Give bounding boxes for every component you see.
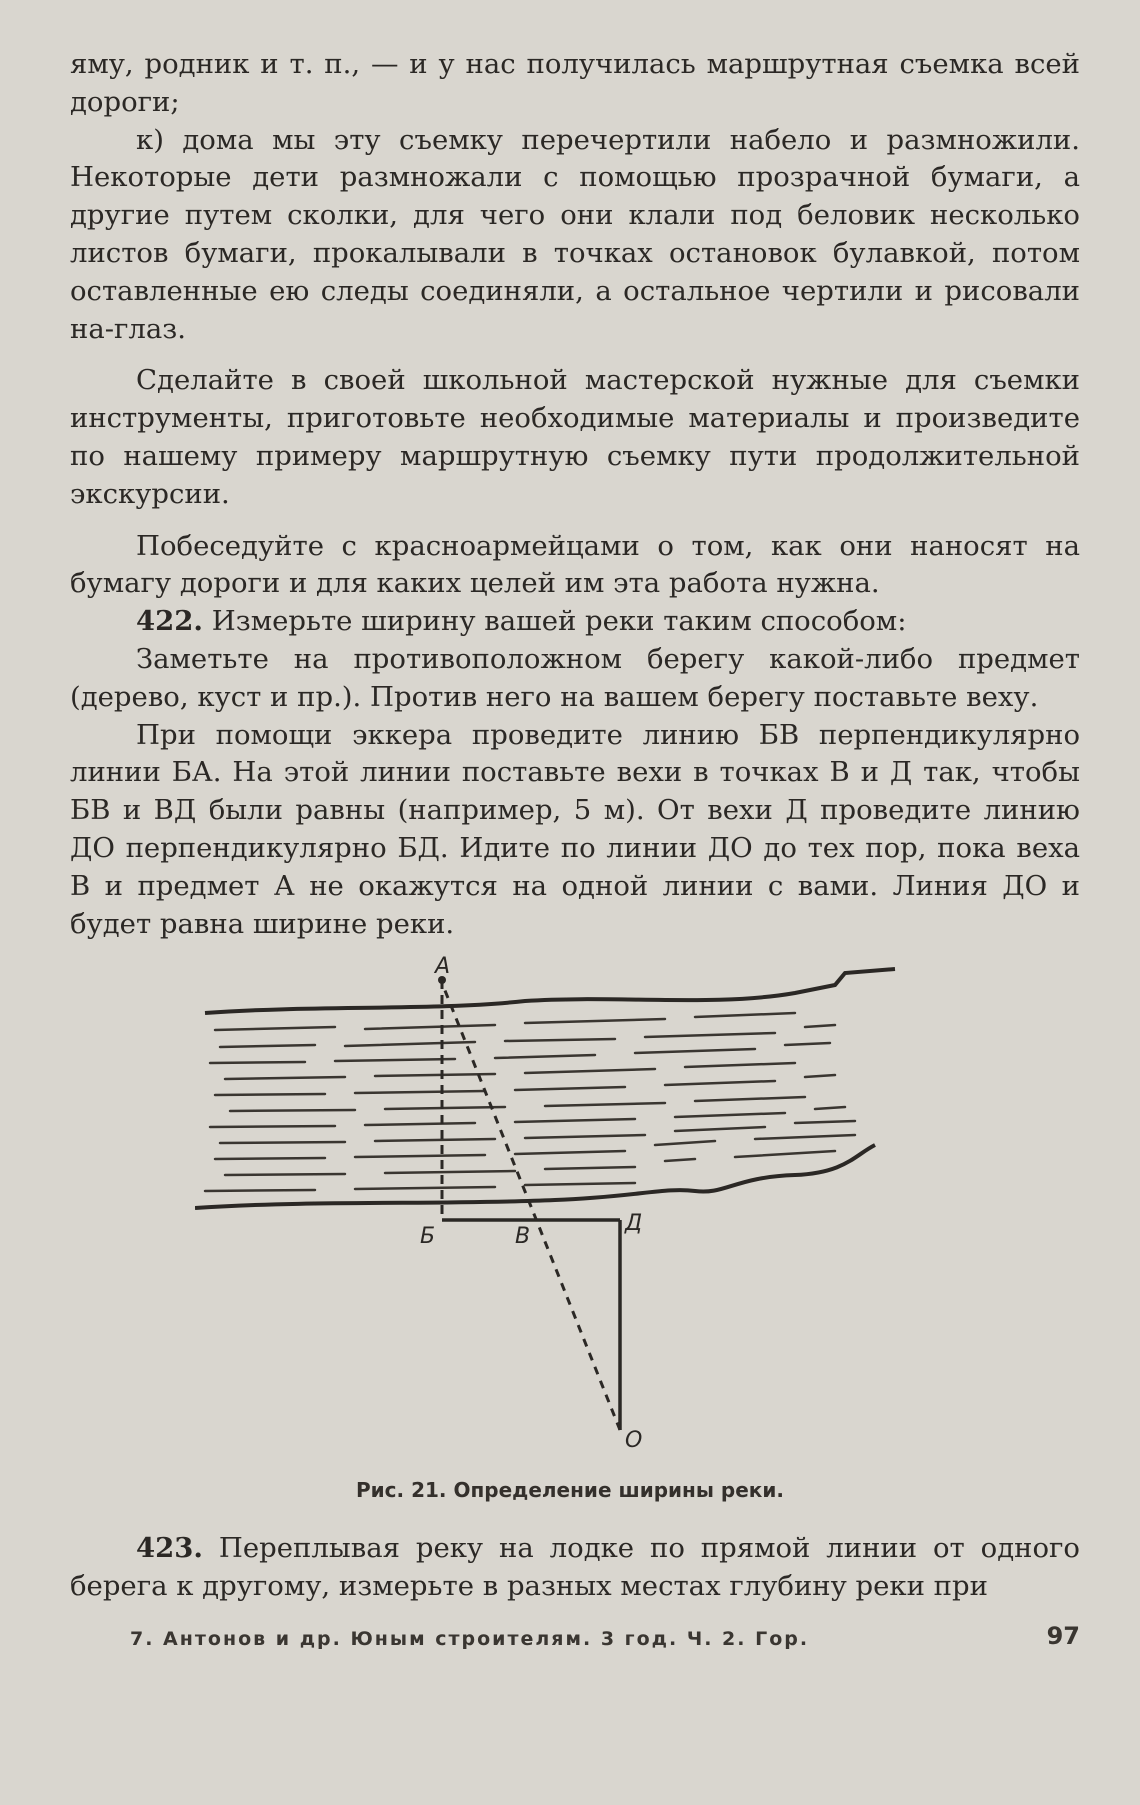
exercise-text: Измерьте ширину вашей реки таким способом: xyxy=(211,605,907,638)
paragraph: Побеседуйте с красноармейцами о том, как они наносят на бумагу дороги и для каких целей им эта работа нужна. xyxy=(70,529,1080,600)
paragraph: Сделайте в своей школьной мастерской нужные для съемки инструменты, приготовьте необходимые материалы и произведите по нашему примеру маршрутную съемку пути продолжительной экскурсии. xyxy=(70,364,1080,510)
paragraph: яму, родник и т. п., — и у нас получилась маршрутная съемка всей дороги; xyxy=(70,48,1080,118)
main-text xyxy=(70,46,1080,943)
exercise-422 xyxy=(70,603,1080,641)
label-a: A xyxy=(435,955,451,979)
paragraph: Заметьте на противоположном берегу какой-либо предмет (дерево, куст и пр.). Против него на вашем берегу поставьте веху. xyxy=(70,642,1080,713)
river-width-figure xyxy=(195,955,945,1805)
bottom-text xyxy=(70,1530,1080,1606)
label-v: В xyxy=(515,1224,531,1249)
paragraph: При помощи эккера проведите линию БВ перпендикулярно линии БА. На этой линии поставьте вехи в точках В и Д так, чтобы БВ и ВД были равны (например, 5 м). От вехи Д проведите линию ДО перпендикулярно БД. Идите по линии ДО до тех пор, пока веха В и предмет А не окажутся на одной линии с вами. Линия ДО и будет равна ширине реки. xyxy=(70,718,1080,940)
paragraph: к) дома мы эту съемку перечертили набело и размножили. Некоторые дети размножали с помощью прозрачной бумаги, а другие путем сколки, для чего они клали под беловик несколько листов бумаги, прокалывали в точках остановок булавкой, потом оставленные ею следы соединяли, а остальное чертили и рисовали на-глаз. xyxy=(70,123,1080,345)
printer-signature: 7. Антонов и др. Юным строителям. 3 год. Ч. 2. Гор. xyxy=(130,1628,810,1650)
exercise-423 xyxy=(70,1530,1080,1606)
figure-caption: Рис. 21. Определение ширины реки. xyxy=(356,1478,784,1502)
label-b: Б xyxy=(420,1224,436,1249)
sight-line-oa xyxy=(442,983,620,1430)
exercise-number: 423. xyxy=(136,1532,203,1564)
page-number: 97 xyxy=(1046,1622,1080,1650)
water-hatching xyxy=(205,1013,855,1191)
exercise-text: Переплывая реку на лодке по прямой линии от одного берега к другому, измерьте в разных местах глубину реки при xyxy=(70,1532,1080,1602)
label-d: Д xyxy=(625,1211,643,1236)
river-diagram xyxy=(195,955,945,1475)
label-o: О xyxy=(625,1428,643,1453)
page-footer xyxy=(130,1622,1080,1650)
exercise-number: 422. xyxy=(136,605,203,638)
far-bank-line xyxy=(205,969,895,1013)
